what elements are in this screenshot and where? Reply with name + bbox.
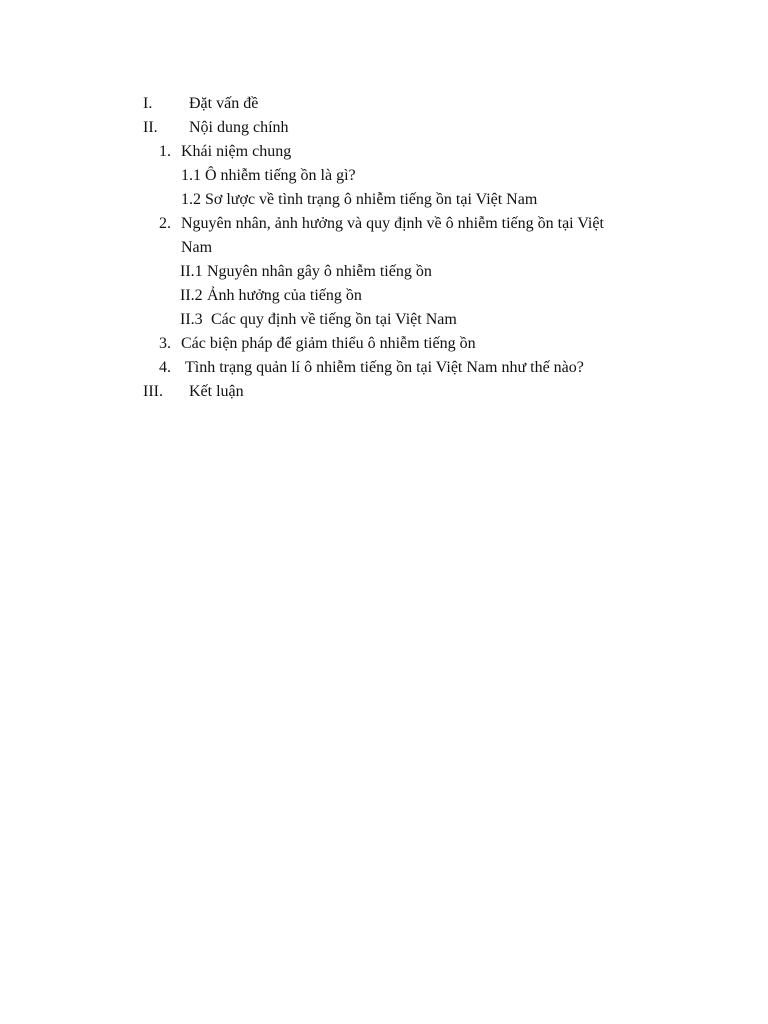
outline-number: III.	[143, 383, 163, 400]
outline-text: Ô nhiễm tiếng ồn là gì?	[205, 167, 356, 184]
outline-number: 4.	[159, 359, 171, 376]
outline-number: 1.2	[181, 191, 201, 208]
outline-text: Nội dung chính	[189, 119, 289, 136]
outline-text: Nguyên nhân gây ô nhiễm tiếng ồn	[207, 263, 432, 280]
outline-text-continuation: Nam	[181, 239, 213, 256]
outline-number: 1.1	[181, 167, 201, 184]
outline-text: Các quy định về tiếng ồn tại Việt Nam	[211, 311, 457, 328]
outline-number: II.	[143, 119, 158, 136]
outline-number: II.1	[180, 263, 203, 280]
outline-text: Ảnh hưởng của tiếng ồn	[207, 287, 362, 304]
outline-text: Kết luận	[189, 383, 244, 400]
outline-number: 3.	[159, 335, 171, 352]
outline-text: Các biện pháp để giảm thiểu ô nhiễm tiếng ồn	[181, 335, 476, 352]
outline-text: Sơ lược về tình trạng ô nhiễm tiếng ồn tại Việt Nam	[205, 191, 538, 208]
outline-text: Tình trạng quản lí ô nhiễm tiếng ồn tại Việt Nam như thế nào?	[185, 359, 584, 376]
outline-number: 2.	[159, 215, 171, 232]
outline-text: Nguyên nhân, ảnh hưởng và quy định về ô nhiễm tiếng ồn tại Việt	[181, 215, 604, 232]
outline-text: Khái niệm chung	[181, 143, 292, 160]
outline-number: 1.	[159, 143, 171, 160]
outline-text: Đặt vấn đề	[189, 95, 259, 112]
outline-number: I.	[143, 95, 153, 112]
outline-number: II.3	[180, 311, 203, 328]
outline-number: II.2	[180, 287, 203, 304]
